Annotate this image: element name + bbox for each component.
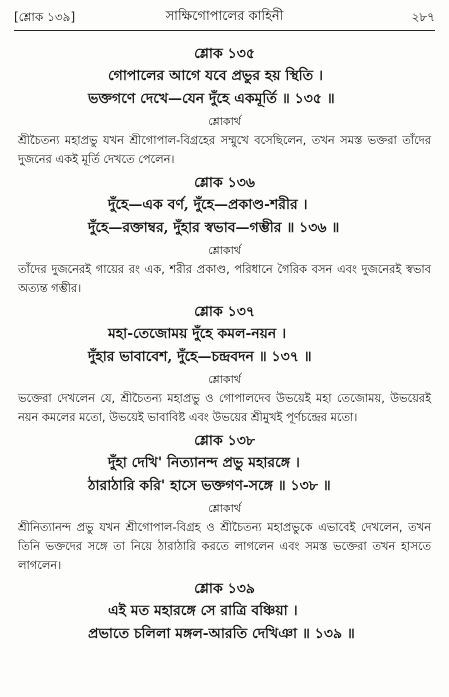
page-number: ২৮৭ — [411, 10, 435, 24]
translation-label: শ্লোকার্থ — [208, 115, 241, 128]
translation-text: তাঁদের দুজনেরই গায়ের রং এক, শরীর প্রকাণ্ড, পরিধানে গৈরিক বসন এবং দুজনেরই স্বভাব অত্যন্ত গম্ভীর। — [18, 262, 431, 295]
sloka-block — [18, 44, 431, 169]
translation-label: শ্লোকার্থ — [208, 244, 241, 257]
sloka-block — [18, 579, 431, 646]
sloka-heading: শ্লোক ১৩৫ — [194, 46, 255, 62]
header-verse-ref: [শ্লোক ১৩৯] — [14, 10, 76, 24]
verse-line: মহা-তেজোময় দুঁহে কমল-নয়ন । — [108, 326, 287, 342]
verse-line: প্রভাতে চলিলা মঙ্গল-আরতি দেখিঞা ॥ ১৩৯ ॥ — [88, 626, 355, 642]
verse-line: দুঁহা দেখি' নিত্যানন্দ প্রভু মহারঙ্গে । — [108, 455, 300, 471]
sloka-heading: শ্লোক ১৩৬ — [194, 175, 255, 191]
verse-line: ঠারাঠারি করি' হাসে ভক্তগণ-সঙ্গে ॥ ১৩৮ ॥ — [88, 478, 331, 494]
verse-line: ভক্তগণে দেখে—যেন দুঁহে একমূর্তি ॥ ১৩৫ ॥ — [88, 91, 335, 107]
header-rule — [14, 30, 435, 31]
verse-line: গোপালের আগে যবে প্রভুর হয় স্থিতি । — [108, 68, 324, 84]
translation-text: শ্রীচৈতন্য মহাপ্রভু যখন শ্রীগোপাল-বিগ্রহের সম্মুখে বসেছিলেন, তখন সমস্ত ভক্তরা তাঁদের দুজনের একই মূর্তি দেখতে পেলেন। — [18, 133, 431, 166]
verse-line: দুঁহে—এক বর্ণ, দুঁহে—প্রকাণ্ড-শরীর । — [108, 197, 308, 213]
sloka-block — [18, 302, 431, 427]
translation-text: ভক্তেরা দেখলেন যে, শ্রীচৈতন্য মহাপ্রভু ও গোপালদেব উভয়েই মহা তেজোময়, উভয়েরই নয়ন কমলের মতো, উভয়েই ভাবাবিষ্ট এবং উভয়ের শ্রীমুখই পূর্ণচন্দ্রের মতো। — [18, 391, 431, 424]
translation-text: শ্রীনিত্যানন্দ প্রভু যখন শ্রীগোপাল-বিগ্রহ ও শ্রীচৈতন্য মহাপ্রভুকে এভাবেই দেখলেন, তখন তিনি ভক্তদের সঙ্গে তা নিয়ে ঠারাঠারি করতে লাগলেন এবং সমস্ত ভক্তেরা তখন হাসতে লাগলেন। — [18, 520, 431, 572]
verse-line: এই মত মহারঙ্গে সে রাত্রি বঞ্চিয়া । — [108, 603, 298, 619]
sloka-heading: শ্লোক ১৩৭ — [194, 304, 255, 320]
page-body — [18, 40, 431, 646]
sloka-block — [18, 431, 431, 575]
running-header — [14, 6, 435, 28]
sloka-block — [18, 173, 431, 298]
sloka-heading: শ্লোক ১৩৮ — [194, 433, 255, 449]
translation-label: শ্লোকার্থ — [208, 502, 241, 515]
verse-line: দুঁহার ভাবাবেশ, দুঁহে—চন্দ্রবদন ॥ ১৩৭ ॥ — [88, 349, 312, 365]
verse-line: দুঁহে—রক্তাম্বর, দুঁহার স্বভাব—গম্ভীর ॥ ১৩৬ ॥ — [88, 220, 340, 236]
header-chapter-title: সাক্ষিগোপালের কাহিনী — [165, 9, 284, 24]
translation-label: শ্লোকার্থ — [208, 373, 241, 386]
sloka-heading: শ্লোক ১৩৯ — [194, 581, 255, 597]
